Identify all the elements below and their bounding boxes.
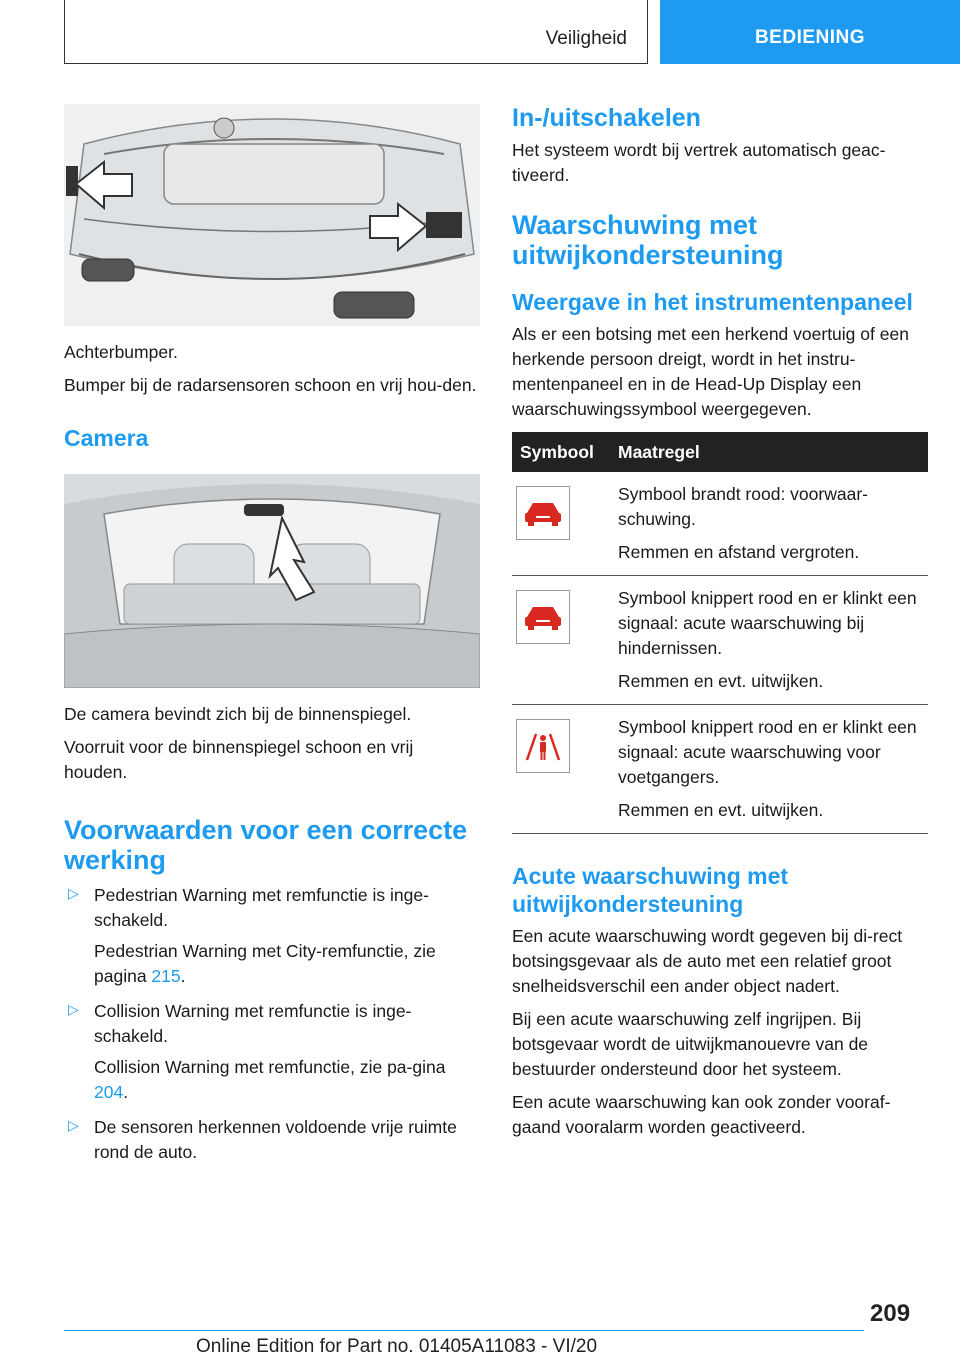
table-row	[512, 576, 928, 705]
footer-edition: Online Edition for Part no. 01405A11083 - VI/20	[196, 1336, 598, 1357]
bumper-instruction: Bumper bij de radarsensoren schoon en vrij hou-den.	[64, 375, 477, 395]
rear-bumper-caption: Achterbumper.	[64, 342, 178, 362]
symbol-column-header: Symbool	[512, 432, 610, 472]
triangle-bullet-icon: ▷	[68, 885, 79, 901]
header-section-title: Veiligheid	[545, 28, 627, 49]
red-car-icon	[516, 486, 570, 540]
page-number: 209	[870, 1300, 911, 1327]
condition-reference: Pedestrian Warning met City-remfunctie, zie pagina 215.	[94, 941, 436, 986]
page-link-204[interactable]: 204	[94, 1082, 124, 1102]
footer-divider	[64, 1330, 864, 1331]
right-column	[512, 104, 928, 1148]
measure-text: Remmen en evt. uitwijken.	[618, 671, 824, 691]
table-row	[512, 472, 928, 576]
condition-text: Collision Warning met remfunctie is inge-schakeld.	[94, 1001, 412, 1046]
header-section-box	[64, 0, 648, 64]
acute-paragraph: Een acute waarschuwing wordt gegeven bij di-rect botsingsgevaar als de auto met een relatief groot snelheidsverschil een ander object nadert.	[512, 926, 903, 996]
acute-heading: Acute waarschuwing met uitwijkondersteuning	[512, 863, 789, 917]
pedestrian-warning-icon	[516, 719, 570, 773]
triangle-bullet-icon: ▷	[68, 1001, 79, 1017]
conditions-heading: Voorwaarden voor een correcte werking	[64, 815, 468, 875]
acute-paragraph: Bij een acute waarschuwing zelf ingrijpen. Bij botsgevaar wordt de uitwijkmanouevre van de bestuurder ondersteund door het systeem.	[512, 1009, 869, 1079]
red-car-icon	[516, 590, 570, 644]
acute-paragraph: Een acute waarschuwing kan ook zonder vooraf-gaand vooralarm worden geactiveerd.	[512, 1092, 891, 1137]
display-heading: Weergave in het instrumentenpaneel	[512, 289, 913, 315]
page-link-215[interactable]: 215	[151, 966, 181, 986]
measure-text: Remmen en evt. uitwijken.	[618, 800, 824, 820]
warning-heading: Waarschuwing met uitwijkondersteuning	[512, 210, 784, 270]
table-row	[512, 705, 928, 834]
camera-image	[64, 474, 480, 688]
conditions-list	[64, 883, 480, 1165]
symbol-table	[512, 432, 928, 834]
list-item	[64, 883, 480, 989]
list-item	[64, 1115, 480, 1165]
onoff-text: Het systeem wordt bij vertrek automatisch geac-tiveerd.	[512, 140, 886, 185]
rear-bumper-image	[64, 104, 480, 326]
measure-text: Symbool knippert rood en er klinkt een signaal: acute waarschuwing bij hindernissen.	[618, 588, 917, 658]
list-item	[64, 999, 480, 1105]
measure-text: Remmen en afstand vergroten.	[618, 542, 860, 562]
measure-text: Symbool knippert rood en er klinkt een signaal: acute waarschuwing voor voetgangers.	[618, 717, 917, 787]
measure-text: Symbool brandt rood: voorwaar-schuwing.	[618, 484, 868, 529]
header-chapter-tab[interactable]: BEDIENING	[660, 0, 960, 64]
display-text: Als er een botsing met een herkend voertuig of een herkende persoon dreigt, wordt in het instru-mentenpaneel en in de Head-Up Display een waarschuwingssymbool weergegeven.	[512, 324, 909, 419]
measure-column-header: Maatregel	[610, 432, 928, 472]
triangle-bullet-icon: ▷	[68, 1117, 79, 1133]
onoff-heading: In-/uitschakelen	[512, 104, 701, 132]
windshield-instruction: Voorruit voor de binnenspiegel schoon en vrij houden.	[64, 737, 414, 782]
condition-text: Pedestrian Warning met remfunctie is inge-schakeld.	[94, 885, 429, 930]
condition-text: De sensoren herkennen voldoende vrije ruimte rond de auto.	[94, 1117, 457, 1162]
camera-heading: Camera	[64, 425, 149, 451]
camera-caption: De camera bevindt zich bij de binnenspiegel.	[64, 704, 412, 724]
left-column	[64, 104, 480, 1175]
condition-reference: Collision Warning met remfunctie, zie pa-gina 204.	[94, 1057, 446, 1102]
